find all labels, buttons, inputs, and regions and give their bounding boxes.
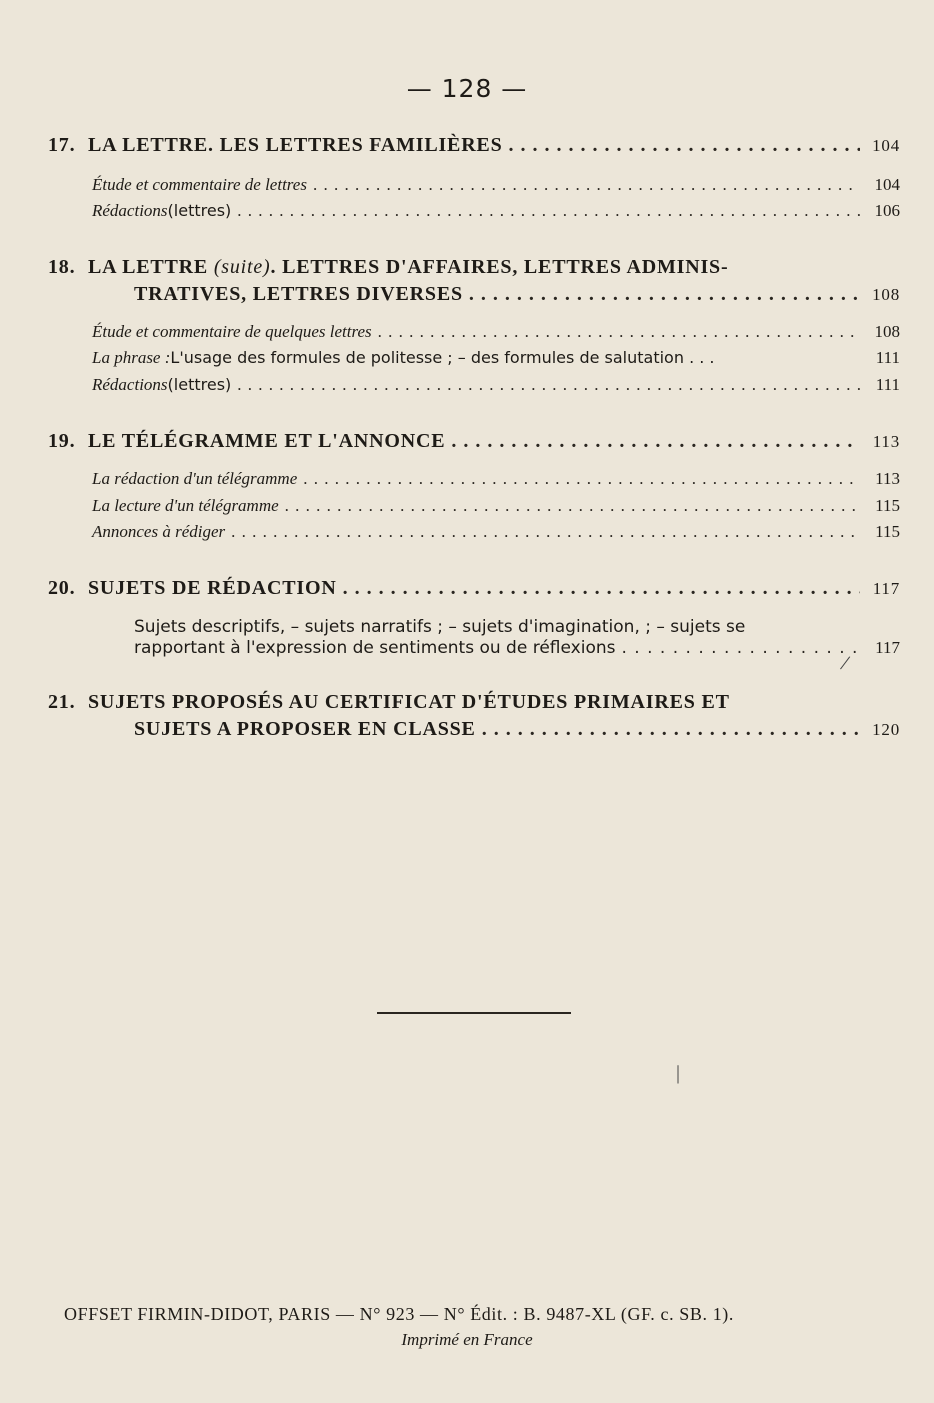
description-text: rapportant à l'expression de sentiments ou de réflexions [134,638,616,658]
dot-leader [621,638,860,658]
page-ref: 113 [872,432,900,451]
chapter-title-part: SUJETS A PROPOSER EN CLASSE [134,718,476,740]
chapter-number: 20. [48,577,76,599]
toc-item [92,175,900,195]
dot-leader [378,322,860,342]
item-note: (lettres) [167,201,232,220]
page-ref: 104 [872,136,900,155]
page-ref: 111 [875,348,900,367]
printer-imprint: OFFSET FIRMIN-DIDOT, PARIS — N° 923 — N° Édit. : B. 9487-XL (GF. c. SB. 1). [64,1304,734,1324]
page-ref: 120 [872,720,900,739]
item-label: Annonces à rédiger [92,522,226,541]
pencil-mark: | [676,1062,681,1084]
dot-leader [313,175,860,195]
dot-leader [509,134,861,157]
item-label: Étude et commentaire de lettres [92,175,307,194]
chapter-20-description-line2 [134,638,900,658]
toc-item [92,496,900,516]
page-number: — 128 — [406,74,528,103]
pencil-mark: / [838,649,852,676]
chapter-title: LE TÉLÉGRAMME ET L'ANNONCE [88,430,446,452]
page-ref: 106 [874,201,900,220]
page-ref: 113 [875,469,900,488]
toc-chapter-19 [48,430,900,453]
chapter-title-part: . LETTRES D'AFFAIRES, LETTRES ADMINIS- [270,256,729,278]
dot-leader [237,375,860,395]
toc-item [92,469,900,489]
chapter-number: 21. [48,691,76,713]
dot-leader [482,718,860,741]
dot-leader [231,522,860,542]
toc-item [92,322,900,342]
toc-item [92,375,900,395]
chapter-20-description-line1: Sujets descriptifs, – sujets narratifs ; – sujets d'imagination, ; – sujets se [134,617,746,637]
page-ref: 111 [875,375,900,394]
item-label: La phrase : [92,348,171,367]
item-label: La lecture d'un télégramme [92,496,279,515]
toc-chapter-18-line1 [48,256,728,279]
page-ref: 115 [875,522,900,541]
page-ref: 117 [872,579,900,598]
item-label: Étude et commentaire de quelques lettres [92,322,372,341]
chapter-title-part: LA LETTRE [88,256,214,278]
chapter-title-part: TRATIVES, LETTRES DIVERSES [134,283,463,305]
dot-leader [451,430,860,453]
printed-in-france: Imprimé en France [401,1330,533,1349]
page-ref: 115 [875,496,900,515]
page-ref: 104 [874,175,900,194]
chapter-title: LA LETTRE. LES LETTRES FAMILIÈRES [88,134,503,156]
dot-leader [303,469,860,489]
dot-leader [237,201,860,221]
chapter-number: 18. [48,256,76,278]
item-label: Rédactions [92,201,168,220]
toc-chapter-18-line2 [134,283,900,306]
chapter-title-part: SUJETS PROPOSÉS AU CERTIFICAT D'ÉTUDES PRIMAIRES ET [88,691,730,713]
page-ref: 117 [875,638,900,657]
chapter-number: 19. [48,430,76,452]
item-label: La rédaction d'un télégramme [92,469,298,488]
chapter-title: SUJETS DE RÉDACTION [88,577,337,599]
item-note: (lettres) [167,375,232,394]
dot-leader [469,283,860,306]
item-note: L'usage des formules de politesse ; – des formules de salutation . . . [170,348,715,367]
dot-leader [285,496,860,516]
toc-chapter-21-line1 [48,691,730,714]
chapter-number: 17. [48,134,76,156]
chapter-title-suite: (suite) [213,256,271,278]
page-ref: 108 [872,285,900,304]
item-label: Rédactions [92,375,168,394]
separator-rule [377,1012,571,1014]
toc-item [92,348,900,368]
page-ref: 108 [874,322,900,341]
toc-chapter-21-line2 [134,718,900,741]
toc-item [92,522,900,542]
dot-leader [343,577,860,600]
toc-chapter-17 [48,134,900,157]
toc-chapter-20 [48,577,900,600]
toc-item [92,201,900,221]
